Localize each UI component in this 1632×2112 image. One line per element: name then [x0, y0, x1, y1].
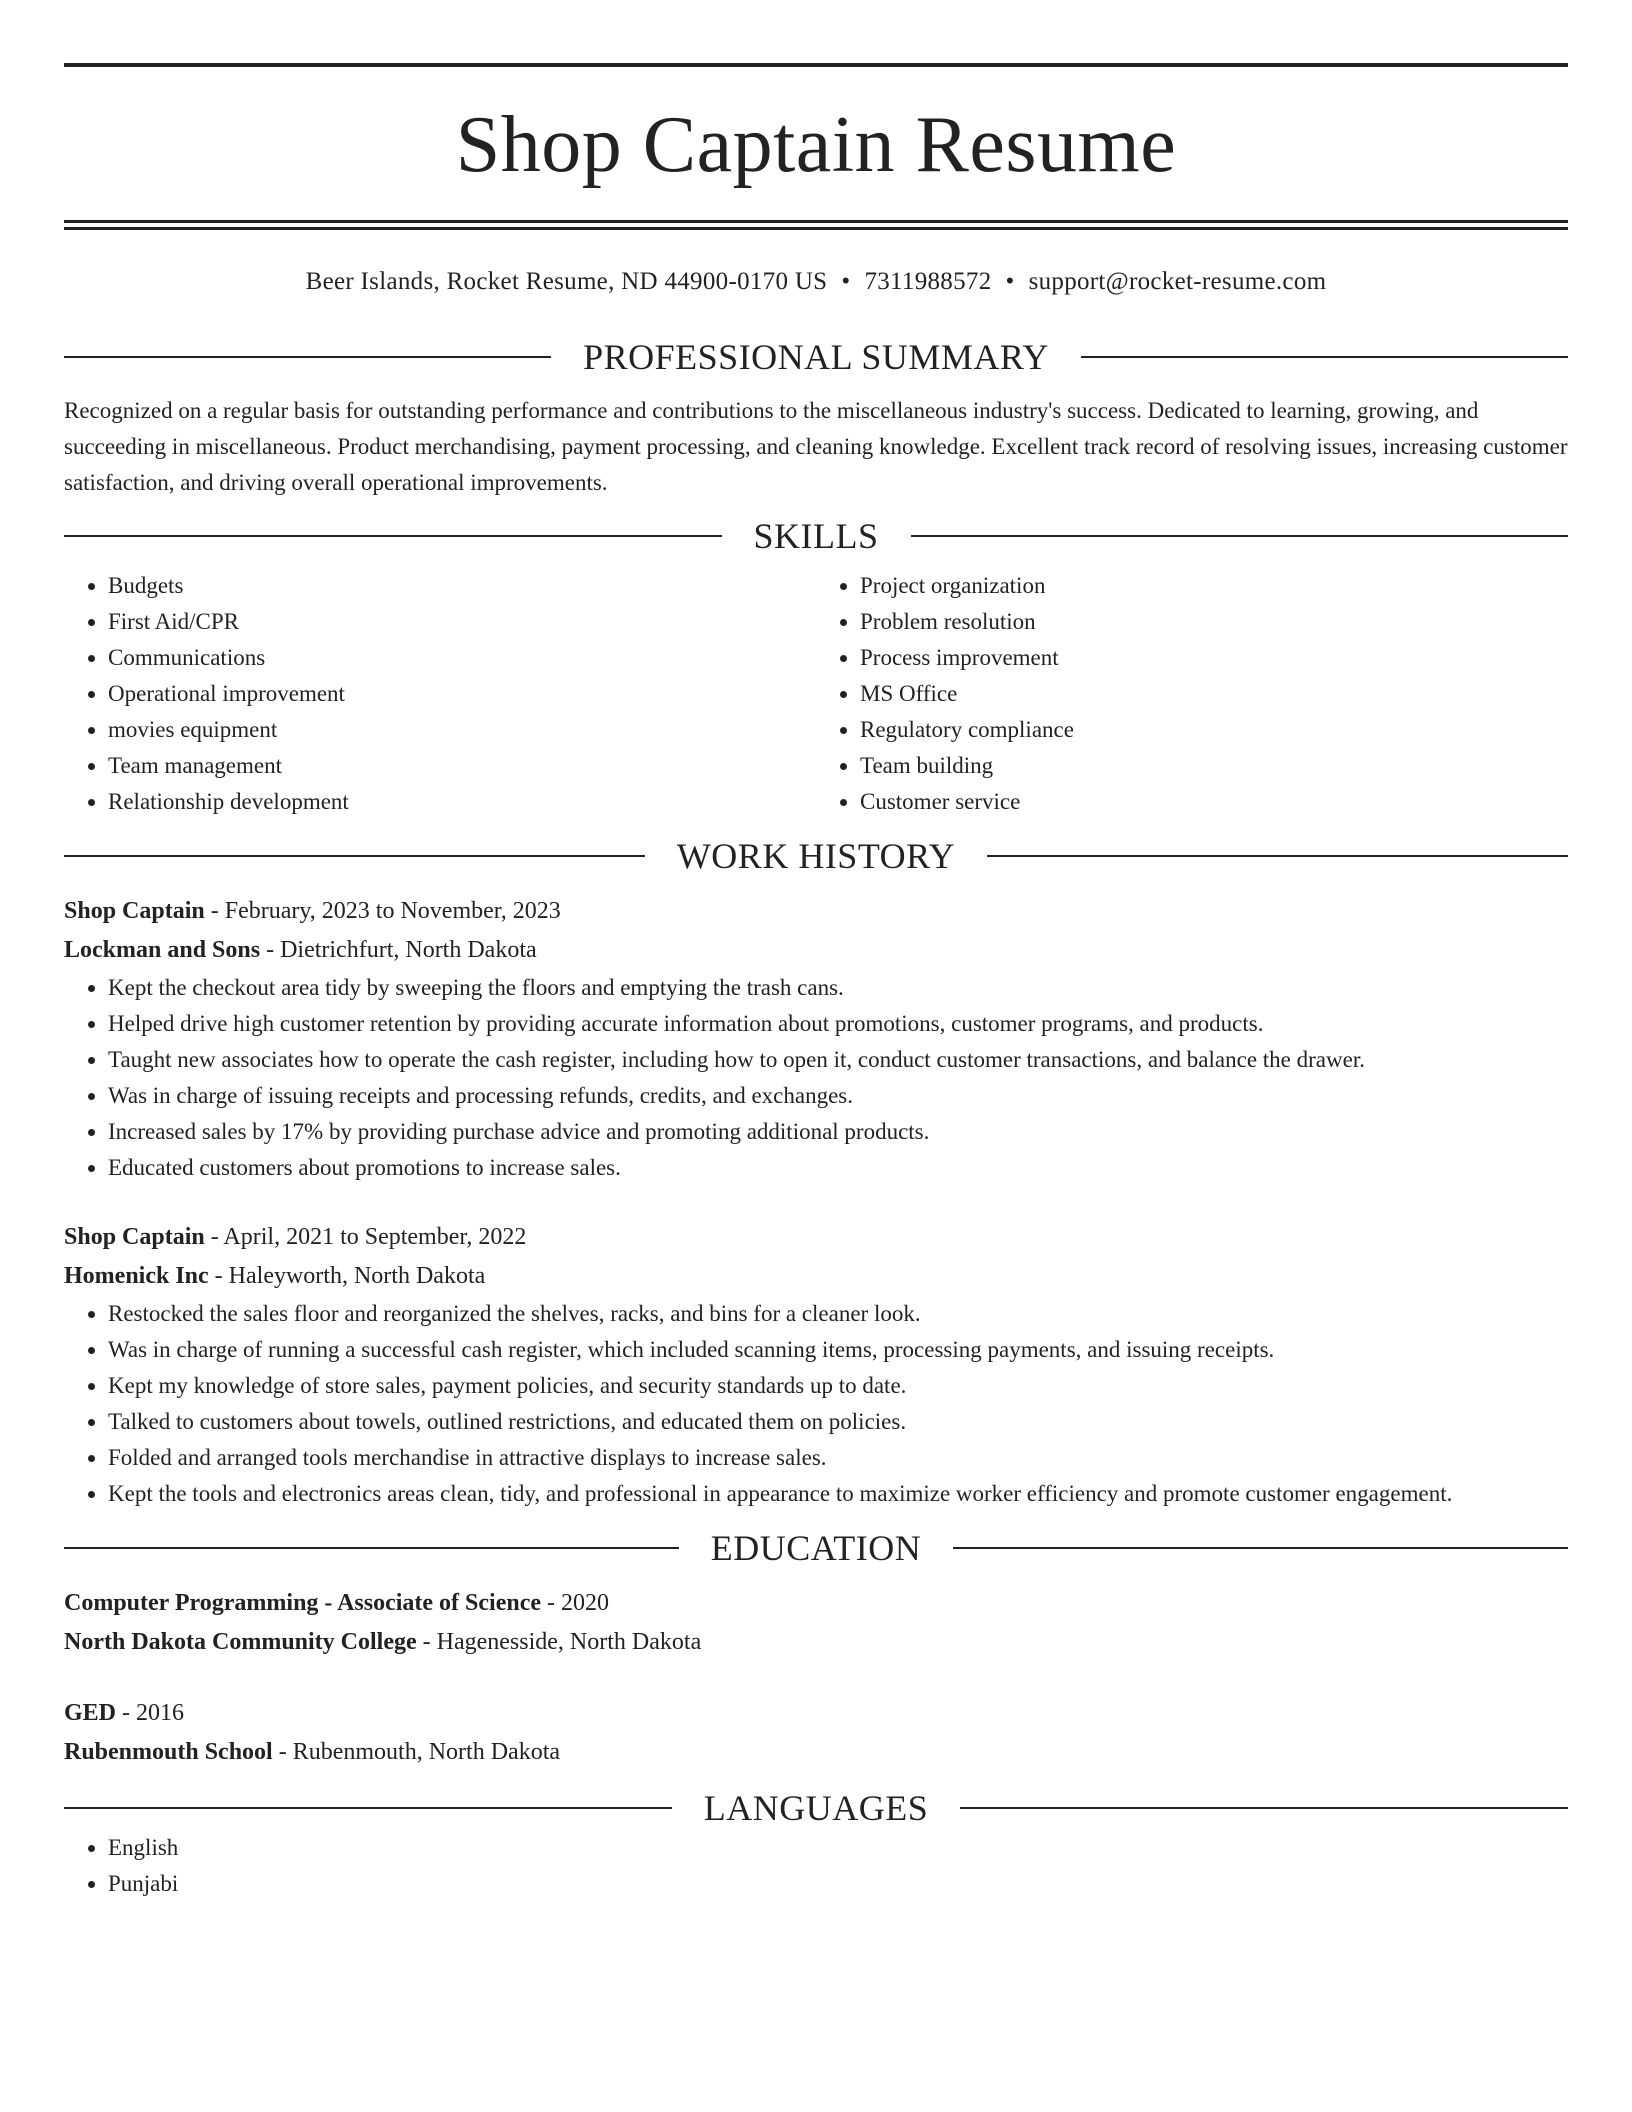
languages-list: [64, 1830, 1568, 1902]
job-company: Homenick Inc: [64, 1263, 209, 1289]
skill-item: • Regulatory compliance: [860, 712, 1568, 748]
job-company-line: [64, 931, 1568, 970]
contact-phone: 7311988572: [864, 268, 992, 295]
languages-heading-label: LANGUAGES: [703, 1788, 929, 1828]
job-title-line: [64, 1218, 1568, 1257]
contact-email: support@rocket-resume.com: [1028, 268, 1327, 295]
heading-rule-right: [1081, 356, 1568, 358]
job-duties-list: [64, 970, 1568, 1186]
language-item: • English: [108, 1830, 1568, 1866]
heading-rule-left: [64, 535, 722, 537]
job-duty: • Folded and arranged tools merchandise in attractive displays to increase sales.: [108, 1440, 1568, 1476]
degree-line: [64, 1694, 1568, 1733]
heading-rule-right: [911, 535, 1569, 537]
work-entry: [64, 1218, 1568, 1512]
job-duties-list: [64, 1296, 1568, 1512]
contact-separator: •: [841, 268, 851, 295]
degree-year: - 2016: [116, 1700, 185, 1726]
school-line: [64, 1733, 1568, 1772]
job-location: - Haleyworth, North Dakota: [208, 1263, 486, 1289]
education-section-heading: [64, 1526, 1568, 1570]
skill-item: • Team building: [860, 748, 1568, 784]
job-duty: • Was in charge of running a successful cash register, which included scanning items, processing payments, and issuing receipts.: [108, 1332, 1568, 1368]
school-location: - Rubenmouth, North Dakota: [272, 1739, 561, 1765]
heading-rule-left: [64, 1807, 672, 1809]
skills-column-right: [816, 568, 1568, 820]
skill-item: • Budgets: [108, 568, 816, 604]
job-duty: • Restocked the sales floor and reorganized the shelves, racks, and bins for a cleaner look.: [108, 1296, 1568, 1332]
job-title-line: [64, 892, 1568, 931]
job-duty: • Educated customers about promotions to increase sales.: [108, 1150, 1568, 1186]
language-item: • Punjabi: [108, 1866, 1568, 1902]
heading-rule-left: [64, 1547, 679, 1549]
skill-item: • Operational improvement: [108, 676, 816, 712]
school-name: North Dakota Community College: [64, 1629, 417, 1655]
skill-item: • Customer service: [860, 784, 1568, 820]
summary-text: Recognized on a regular basis for outstanding performance and contributions to the miscellaneous industry's success. Dedicated to learning, growing, and succeeding in miscellaneous. Product merchandising, payment processing, and cleaning knowledge. Excellent track record of resolving issues, increasing customer satisfaction, and driving overall operational improvements.: [64, 398, 1568, 495]
school-line: [64, 1623, 1568, 1662]
heading-rule-left: [64, 356, 551, 358]
skill-item: • Team management: [108, 748, 816, 784]
heading-rule-right: [987, 855, 1568, 857]
degree-year: - 2020: [541, 1590, 610, 1616]
degree-line: [64, 1584, 1568, 1623]
job-duty: • Kept the checkout area tidy by sweeping the floors and emptying the trash cans.: [108, 970, 1568, 1006]
contact-address: Beer Islands, Rocket Resume, ND 44900-0170 US: [305, 268, 828, 295]
work-entry: [64, 892, 1568, 1186]
skill-item: • MS Office: [860, 676, 1568, 712]
job-duty: • Helped drive high customer retention by providing accurate information about promotions, customer programs, and products.: [108, 1006, 1568, 1042]
education-heading-label: EDUCATION: [710, 1528, 922, 1568]
top-rule: [64, 63, 1568, 67]
work-heading-label: WORK HISTORY: [676, 836, 956, 876]
job-location: - Dietrichfurt, North Dakota: [260, 937, 537, 963]
summary-section-heading: [64, 335, 1568, 379]
skills-heading-label: SKILLS: [753, 516, 879, 556]
summary-heading-label: PROFESSIONAL SUMMARY: [583, 337, 1049, 377]
skill-item: • First Aid/CPR: [108, 604, 816, 640]
education-entry: [64, 1584, 1568, 1662]
job-company: Lockman and Sons: [64, 937, 261, 963]
job-duty: • Talked to customers about towels, outlined restrictions, and educated them on policies.: [108, 1404, 1568, 1440]
degree-name: GED: [64, 1700, 117, 1726]
education-entry: [64, 1694, 1568, 1772]
school-name: Rubenmouth School: [64, 1739, 273, 1765]
skill-item: • Project organization: [860, 568, 1568, 604]
skill-item: • Process improvement: [860, 640, 1568, 676]
skill-item: • Relationship development: [108, 784, 816, 820]
job-duty: • Kept the tools and electronics areas clean, tidy, and professional in appearance to maximize worker efficiency and promote customer engagement.: [108, 1476, 1568, 1512]
heading-rule-left: [64, 855, 645, 857]
skill-item: • Problem resolution: [860, 604, 1568, 640]
languages-section-heading: [64, 1786, 1568, 1830]
skills-section-heading: [64, 514, 1568, 558]
job-duty: • Kept my knowledge of store sales, payment policies, and security standards up to date.: [108, 1368, 1568, 1404]
heading-rule-right: [960, 1807, 1568, 1809]
contact-line: [64, 267, 1568, 297]
contact-separator: •: [1005, 268, 1015, 295]
skill-item: • Communications: [108, 640, 816, 676]
resume-title: Shop Captain Resume: [455, 101, 1177, 189]
skill-item: • movies equipment: [108, 712, 816, 748]
skills-column-left: [64, 568, 816, 820]
job-dates: - February, 2023 to November, 2023: [204, 898, 561, 924]
job-company-line: [64, 1257, 1568, 1296]
school-location: - Hagenesside, North Dakota: [416, 1629, 702, 1655]
job-title: Shop Captain: [64, 898, 205, 924]
work-section-heading: [64, 834, 1568, 878]
job-duty: • Taught new associates how to operate the cash register, including how to open it, conduct customer transactions, and balance the drawer.: [108, 1042, 1568, 1078]
heading-rule-right: [953, 1547, 1568, 1549]
job-dates: - April, 2021 to September, 2022: [204, 1224, 527, 1250]
job-title: Shop Captain: [64, 1224, 205, 1250]
job-duty: • Increased sales by 17% by providing purchase advice and promoting additional products.: [108, 1114, 1568, 1150]
degree-name: Computer Programming - Associate of Science: [64, 1590, 542, 1616]
job-duty: • Was in charge of issuing receipts and processing refunds, credits, and exchanges.: [108, 1078, 1568, 1114]
title-double-rule: [64, 220, 1568, 230]
skills-list: [64, 568, 1568, 820]
